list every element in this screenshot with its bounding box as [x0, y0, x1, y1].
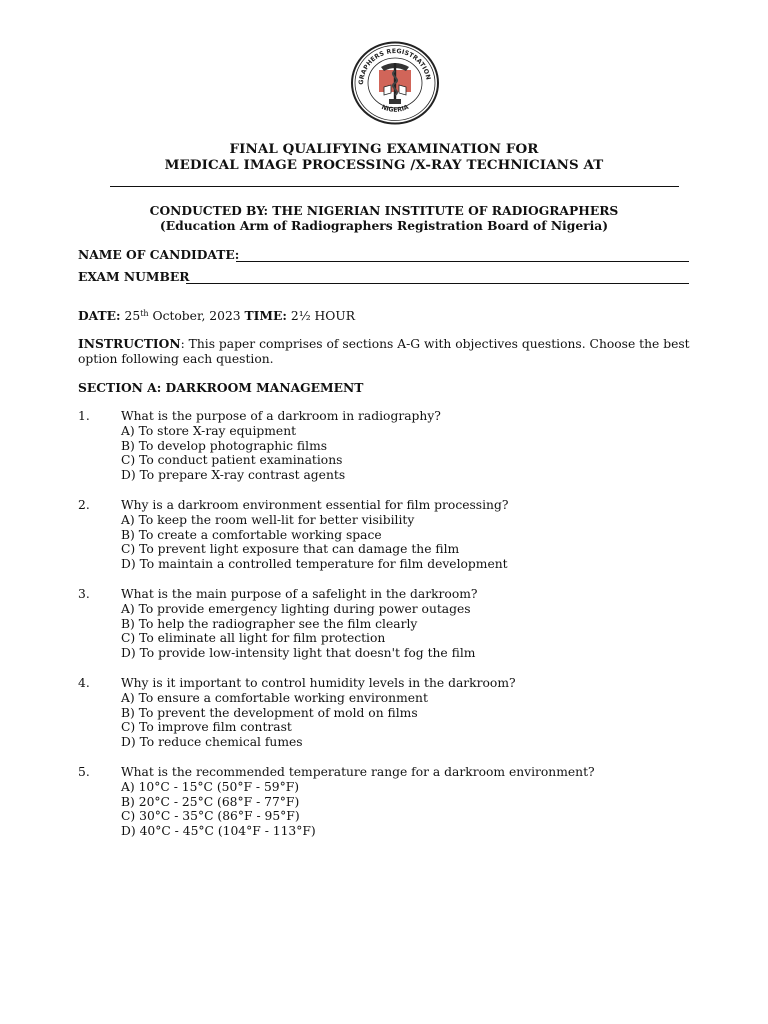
question-body	[121, 409, 721, 483]
answer-option[interactable]: A) To provide emergency lighting during power outages	[121, 601, 471, 616]
candidate-name-field[interactable]	[236, 261, 689, 262]
seal-text-top: GRAPHERS REGISTRATION	[357, 47, 432, 86]
answer-option[interactable]: D) To provide low-intensity light that doesn't fog the film	[121, 646, 476, 661]
date-rest: October, 2023	[152, 309, 241, 323]
answer-option[interactable]: D) To maintain a controlled temperature for film development	[121, 557, 508, 572]
question-text: Why is it important to control humidity levels in the darkroom?	[121, 676, 516, 690]
question-body	[121, 498, 721, 572]
answer-option[interactable]: B) To develop photographic films	[121, 438, 328, 453]
answer-option[interactable]: C) To conduct patient examinations	[121, 453, 343, 468]
question-number: 1.	[78, 409, 90, 423]
exam-number-label: EXAM NUMBER	[78, 269, 190, 284]
board-seal-logo	[350, 41, 440, 125]
conducted-by: CONDUCTED BY: THE NIGERIAN INSTITUTE OF RADIOGRAPHERS	[149, 203, 619, 218]
answer-option[interactable]: D) To reduce chemical fumes	[121, 735, 303, 750]
answer-option[interactable]: D) To prepare X-ray contrast agents	[121, 468, 346, 483]
answer-option[interactable]: C) 30°C - 35°C (86°F - 95°F)	[121, 809, 300, 824]
instruction-label: INSTRUCTION	[78, 336, 181, 351]
question-text: What is the recommended temperature range for a darkroom environment?	[121, 765, 595, 779]
question-text: What is the main purpose of a safelight in the darkroom?	[121, 587, 478, 601]
time-label: TIME:	[244, 308, 287, 323]
date-label: DATE:	[78, 308, 121, 323]
answer-option[interactable]: B) To prevent the development of mold on films	[121, 705, 418, 720]
candidate-name-label: NAME OF CANDIDATE:	[78, 247, 240, 262]
date-day: 25	[124, 309, 141, 323]
answer-option[interactable]: C) To prevent light exposure that can damage the film	[121, 542, 460, 557]
question-body	[121, 587, 721, 661]
question-text: What is the purpose of a darkroom in radiography?	[121, 409, 441, 423]
radiographers-registration-board-seal-icon	[350, 41, 440, 125]
title-divider	[110, 186, 679, 187]
seal-text-bottom: NIGERIA	[380, 103, 410, 114]
answer-option[interactable]: C) To improve film contrast	[121, 720, 292, 735]
question-number: 3.	[78, 587, 90, 601]
time-value: 2½ HOUR	[290, 309, 355, 323]
date-time-line	[78, 306, 718, 324]
exam-number-field[interactable]	[186, 283, 689, 284]
instruction-text: : This paper comprises of sections A-G with objectives questions. Choose the best option following each question.	[78, 337, 690, 366]
exam-title-line-2: MEDICAL IMAGE PROCESSING /X-RAY TECHNICIANS AT	[164, 157, 604, 173]
question-body	[121, 676, 721, 750]
answer-option[interactable]: B) To create a comfortable working space	[121, 527, 382, 542]
instruction-paragraph	[78, 336, 718, 367]
question-number: 2.	[78, 498, 90, 512]
question-text: Why is a darkroom environment essential for film processing?	[121, 498, 509, 512]
answer-option[interactable]: A) To store X-ray equipment	[121, 423, 297, 438]
answer-option[interactable]: A) To ensure a comfortable working environment	[121, 690, 428, 705]
answer-option[interactable]: A) 10°C - 15°C (50°F - 59°F)	[121, 779, 300, 794]
exam-title-line-1: FINAL QUALIFYING EXAMINATION FOR	[229, 141, 539, 157]
question-body	[121, 765, 721, 839]
section-a-title: SECTION A: DARKROOM MANAGEMENT	[78, 380, 364, 395]
answer-option[interactable]: C) To eliminate all light for film protection	[121, 631, 386, 646]
question-number: 5.	[78, 765, 90, 779]
date-suffix: th	[140, 309, 149, 318]
answer-option[interactable]: B) 20°C - 25°C (68°F - 77°F)	[121, 794, 300, 809]
answer-option[interactable]: A) To keep the room well-lit for better visibility	[121, 512, 415, 527]
education-arm: (Education Arm of Radiographers Registration Board of Nigeria)	[159, 218, 609, 233]
question-number: 4.	[78, 676, 90, 690]
answer-option[interactable]: B) To help the radiographer see the film clearly	[121, 616, 418, 631]
answer-option[interactable]: D) 40°C - 45°C (104°F - 113°F)	[121, 824, 316, 839]
